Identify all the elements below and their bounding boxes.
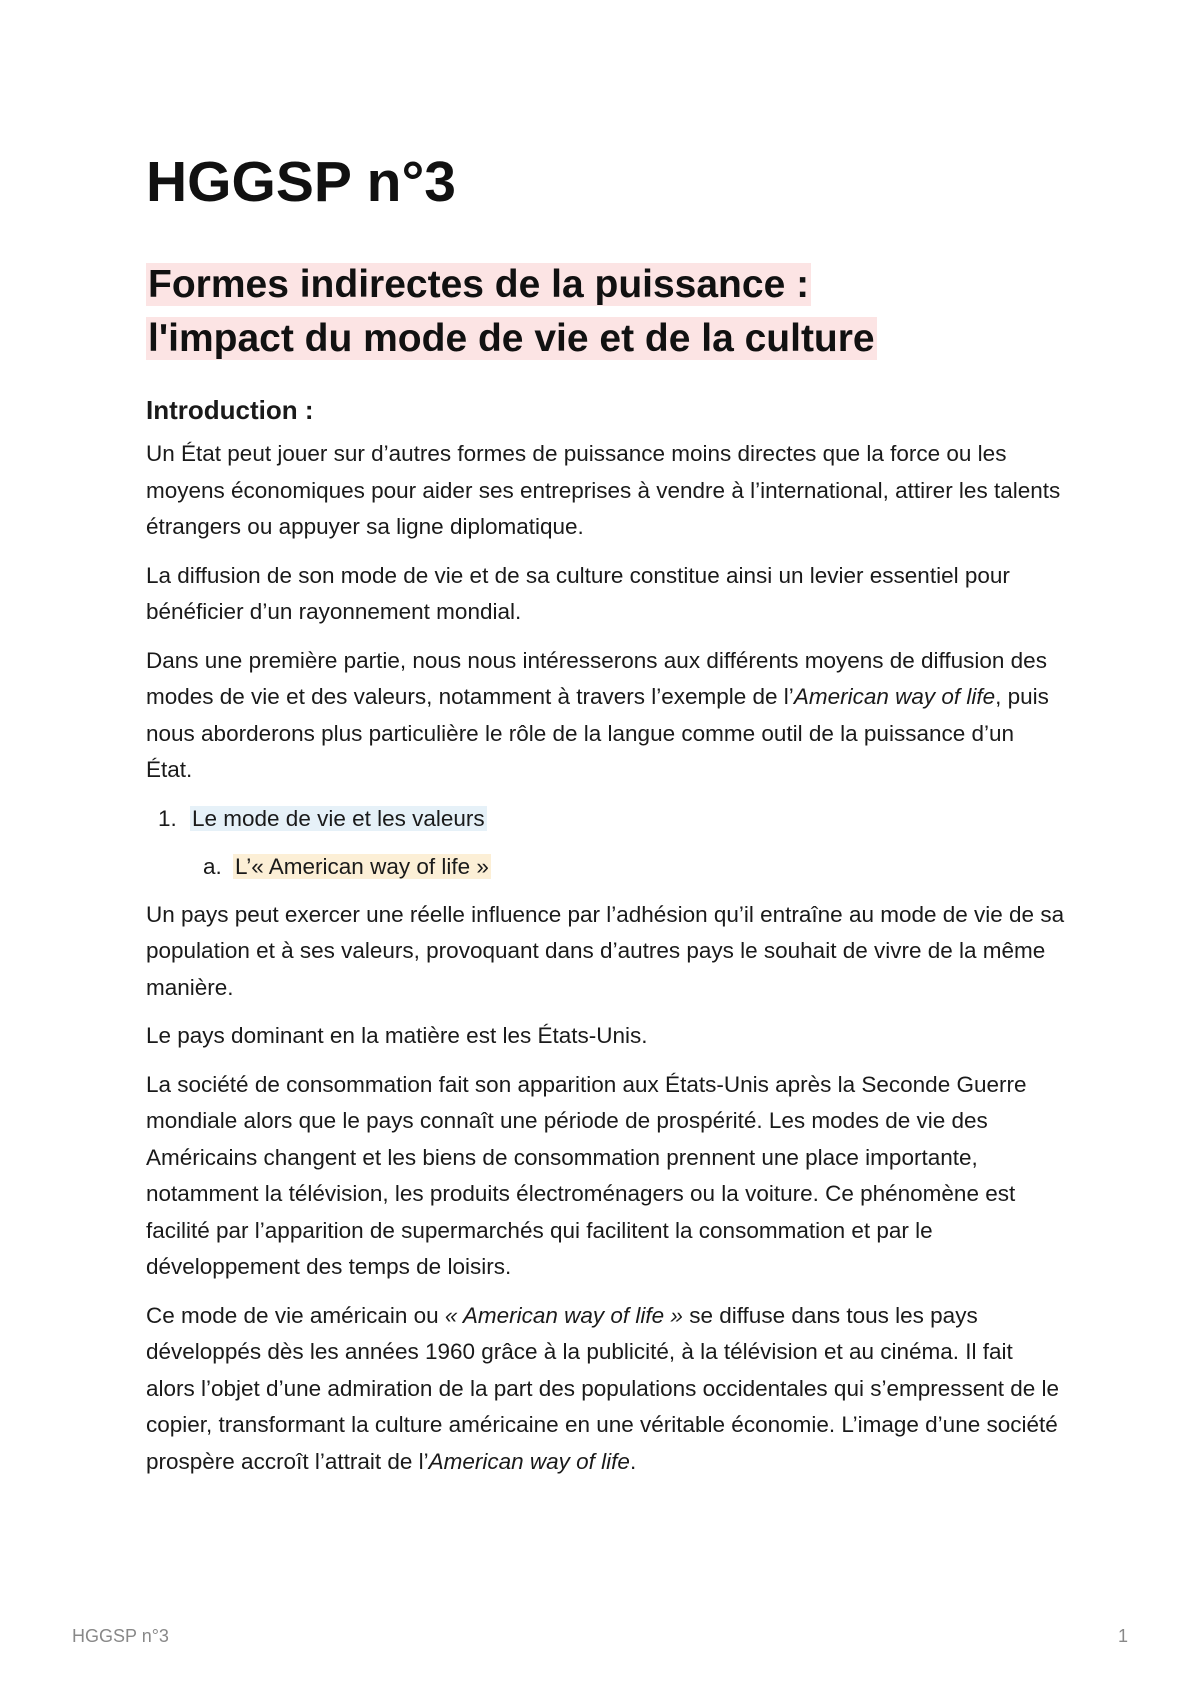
list-item-1a <box>146 849 1066 885</box>
footer-page-number: 1 <box>1117 1626 1128 1646</box>
document-content <box>146 146 1066 1480</box>
document-subtitle <box>146 258 1066 366</box>
body-p4-emphasis: « American way of life » <box>444 1302 683 1328</box>
body-p4-text-a: Ce mode de vie américain ou <box>146 1302 445 1328</box>
intro-p3-text-b: , puis nous aborderons plus particulière le rôle de la langue comme outil de la puissance d’un État. <box>146 684 1049 782</box>
intro-p3-text-a: Dans une première partie, nous nous intéresserons aux différents moyens de diffusion des modes de vie et des valeurs, notamment à travers l’exemple de l’ <box>146 647 1047 709</box>
list-item-1-text: Le mode de vie et les valeurs <box>192 805 485 831</box>
body-paragraph-1: Un pays peut exercer une réelle influence par l’adhésion qu’il entraîne au mode de vie de sa population et à ses valeurs, provoquant dans d’autres pays le souhait de vivre de la même manière. <box>146 901 1065 1000</box>
body-p4-text-b: se diffuse dans tous les pays développés dès les années 1960 grâce à la publicité, à la télévision et au cinéma. Il fait alors l’objet d’une admiration de la part des populations occidentales qui s’empressent de le copier, transformant la culture américaine en une véritable économie. L’image d’une société prospère accroît l’attrait de l’ <box>146 1302 1060 1474</box>
intro-heading: Introduction : <box>146 395 314 425</box>
list-item-1a-text: L’« American way of life » <box>235 853 489 879</box>
body-paragraph-4 <box>146 1298 1066 1481</box>
subtitle-line-2: l'impact du mode de vie et de la culture <box>148 317 875 360</box>
intro-paragraph-2: La diffusion de son mode de vie et de sa culture constitue ainsi un levier essentiel pour bénéficier d’un rayonnement mondial. <box>146 562 1010 624</box>
body-p4-emphasis-2: American way of life <box>428 1448 630 1474</box>
subtitle-line-1: Formes indirectes de la puissance : <box>148 263 810 306</box>
body-paragraph-2: Le pays dominant en la matière est les États-Unis. <box>146 1023 648 1048</box>
intro-paragraph-3 <box>146 643 1066 789</box>
intro-paragraph-1: Un État peut jouer sur d’autres formes de puissance moins directes que la force ou les moyens économiques pour aider ses entreprises à vendre à l’international, attirer les talents étrangers ou appuyer sa ligne diplomatique. <box>146 441 1061 539</box>
footer-title: HGGSP n°3 <box>72 1626 169 1646</box>
document-title: HGGSP n°3 <box>146 150 456 214</box>
body-p4-text-c: . <box>629 1448 637 1474</box>
list-item-1a-marker: a. <box>203 853 222 879</box>
intro-p3-emphasis: American way of life <box>793 684 996 709</box>
body-paragraph-3: La société de consommation fait son apparition aux États-Unis après la Seconde Guerre mondiale alors que le pays connaît une période de prospérité. Les modes de vie des Américains changent et les biens de consommation prennent une place importante, notamment la télévision, les produits électroménagers ou la voiture. Ce phénomène est facilité par l’apparition de supermarchés qui facilitent la consommation et par le développement des temps de loisirs. <box>146 1071 1027 1279</box>
list-item-1 <box>146 801 1066 837</box>
list-item-1-marker: 1. <box>158 805 177 831</box>
